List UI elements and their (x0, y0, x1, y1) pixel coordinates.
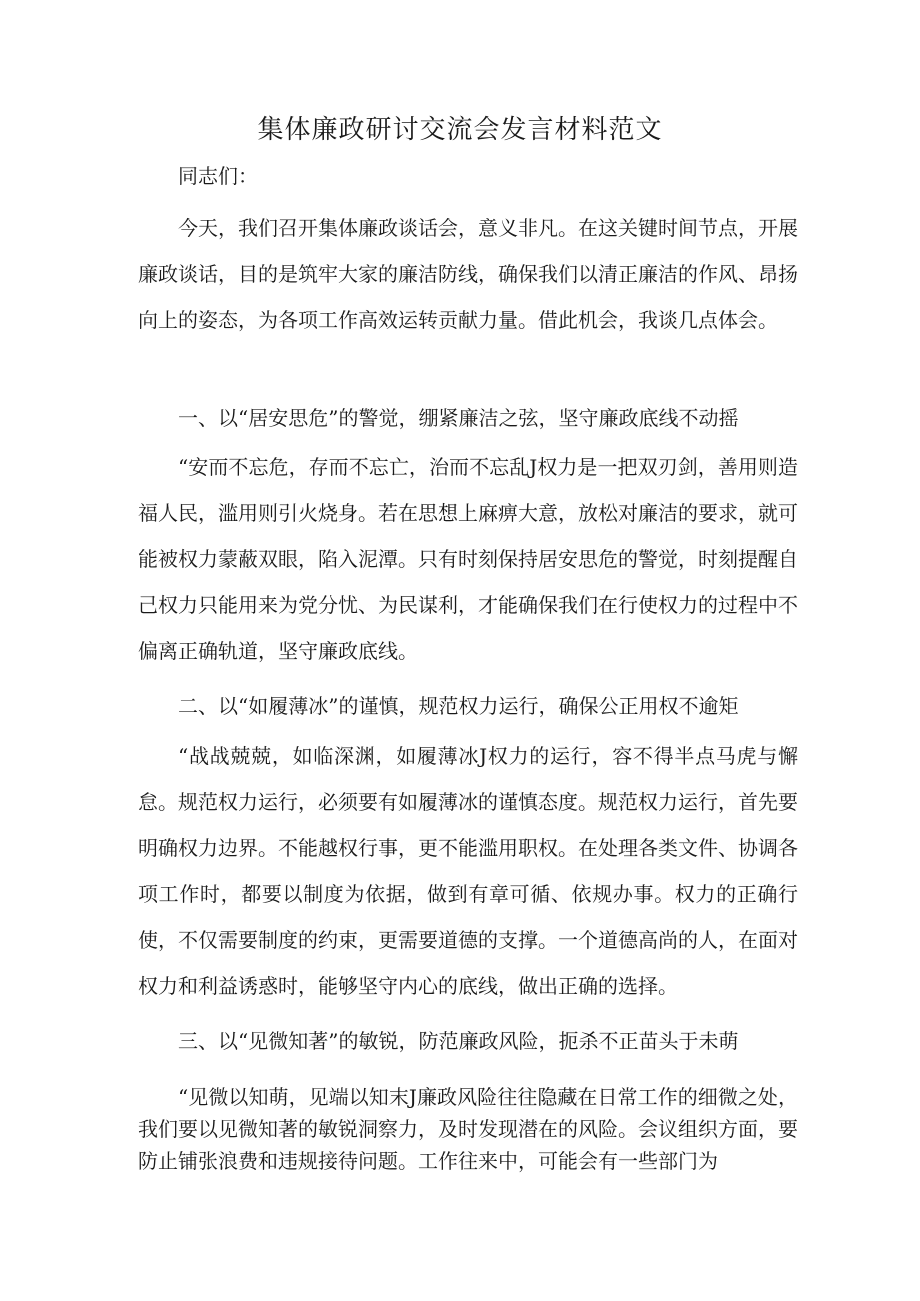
section-3-paragraph: “见微以知萌，见端以知末J廉政风险往往隐藏在日常工作的细微之处，我们要以见微知著的敏锐洞察力，及时发现潜在的风险。会议组织方面，要防止铺张浪费和违规接待问题。工作往来中，可能会有一些部门为 (138, 1085, 798, 1173)
document-title: 集体廉政研讨交流会发言材料范文 (257, 115, 663, 145)
section-2-heading: 二、以“如履薄冰”的谨慎，规范权力运行，确保公正用权不逾矩 (178, 694, 739, 718)
intro-paragraph: 今天，我们召开集体廉政谈话会，意义非凡。在这关键时间节点，开展廉政谈话，目的是筑牢大家的廉洁防线，确保我们以清正廉洁的作风、昂扬向上的姿态，为各项工作高效运转贡献力量。借此机会，我谈几点体会。 (138, 216, 798, 332)
salutation: 同志们： (178, 164, 258, 188)
section-2-paragraph: “战战兢兢，如临深渊，如履薄冰J权力的运行，容不得半点马虎与懈怠。规范权力运行，必须要有如履薄冰的谨慎态度。规范权力运行，首先要明确权力边界。不能越权行事，更不能滥用职权。在处理各类文件、协调各项工作时，都要以制度为依据，做到有章可循、依规办事。权力的正确行使，不仅需要制度的约束，更需要道德的支撑。一个道德高尚的人，在面对权力和利益诱惑时，能够坚守内心的底线，做出正确的选择。 (138, 744, 798, 998)
section-1-paragraph: “安而不忘危，存而不忘亡，治而不忘乱J权力是一把双刃剑，善用则造福人民，滥用则引火烧身。若在思想上麻痹大意，放松对廉洁的要求，就可能被权力蒙蔽双眼，陷入泥潭。只有时刻保持居安思危的警觉，时刻提醒自己权力只能用来为党分忧、为民谋利，才能确保我们在行使权力的过程中不偏离正确轨道，坚守廉政底线。 (138, 455, 798, 663)
section-1-heading: 一、以“居安思危”的警觉，绷紧廉洁之弦，坚守廉政底线不动摇 (178, 406, 739, 430)
section-3-heading: 三、以“见微知著”的敏锐，防范廉政风险，扼杀不正苗头于未萌 (178, 1029, 739, 1053)
